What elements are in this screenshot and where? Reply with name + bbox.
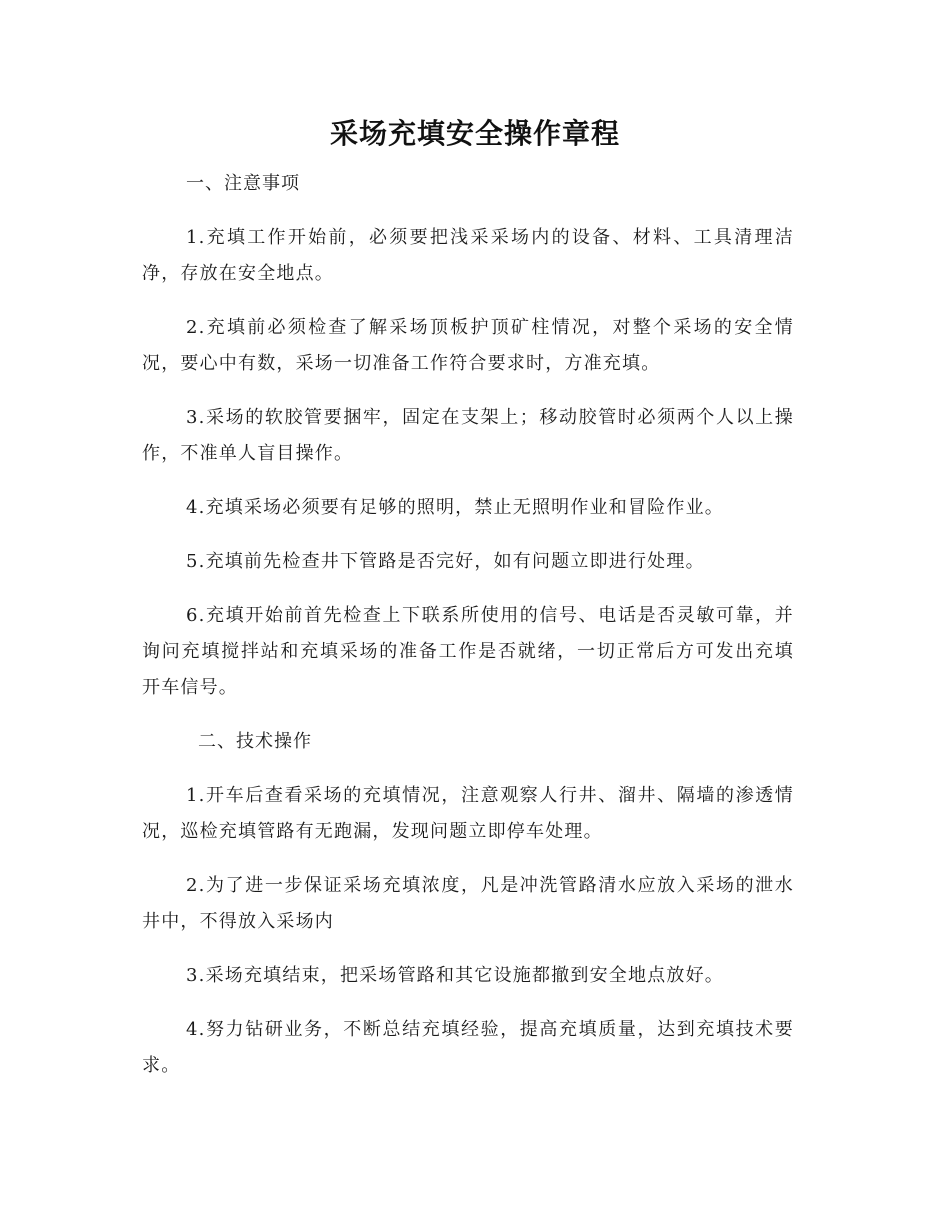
document-body (142, 166, 794, 1084)
section-heading-precautions: 一、注意事项 (186, 173, 300, 194)
operation-item-3: 3.采场充填结束，把采场管路和其它设施都撤到安全地点放好。 (186, 965, 724, 986)
operation-item-1: 1.开车后查看采场的充填情况，注意观察人行井、溜井、隔墙的渗透情况，巡检充填管路有无跑漏，发现问题立即停车处理。 (142, 785, 794, 842)
operation-item-4: 4.努力钻研业务，不断总结充填经验，提高充填质量，达到充填技术要求。 (142, 1019, 794, 1076)
precaution-item-4: 4.充填采场必须要有足够的照明，禁止无照明作业和冒险作业。 (186, 497, 724, 518)
precaution-item-5: 5.充填前先检查井下管路是否完好，如有问题立即进行处理。 (186, 551, 705, 572)
operation-item-2: 2.为了进一步保证采场充填浓度，凡是冲洗管路清水应放入采场的泄水井中，不得放入采场内 (142, 875, 794, 932)
precaution-item-2: 2.充填前必须检查了解采场顶板护顶矿柱情况，对整个采场的安全情况，要心中有数，采场一切准备工作符合要求时，方准充填。 (142, 317, 794, 374)
section-heading-technical-operation: 二、技术操作 (198, 731, 312, 752)
document-title: 采场充填安全操作章程 (329, 117, 620, 150)
precaution-item-6: 6.充填开始前首先检查上下联系所使用的信号、电话是否灵敏可靠，并询问充填搅拌站和充填采场的准备工作是否就绪，一切正常后方可发出充填开车信号。 (142, 605, 794, 698)
precaution-item-1: 1.充填工作开始前，必须要把浅采采场内的设备、材料、工具清理洁净，存放在安全地点。 (142, 227, 794, 284)
precaution-item-3: 3.采场的软胶管要捆牢，固定在支架上；移动胶管时必须两个人以上操作，不准单人盲目操作。 (142, 407, 794, 464)
